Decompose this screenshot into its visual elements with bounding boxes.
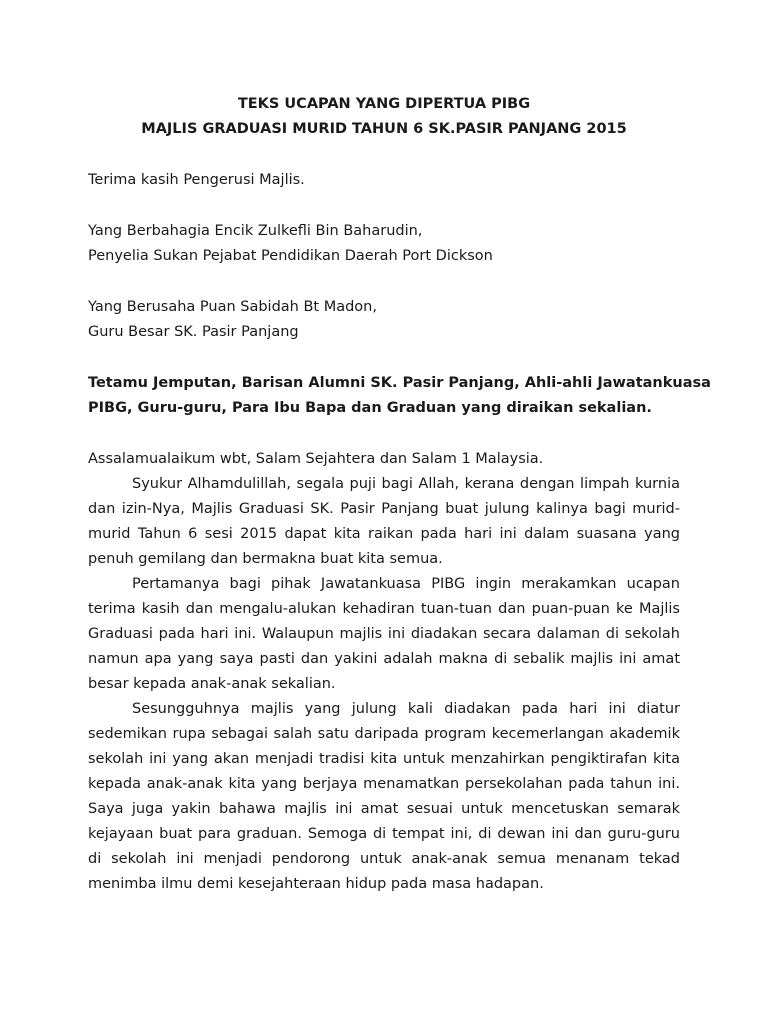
thanks-text: Terima kasih Pengerusi Majlis. [88,172,305,188]
thanks-chair [88,168,680,193]
greeting: Assalamualaikum wbt, Salam Sejahtera dan Salam 1 Malaysia. [88,451,544,467]
guest2-title: Guru Besar SK. Pasir Panjang [88,324,299,340]
guests-address [88,371,711,421]
title-line-1: TEKS UCAPAN YANG DIPERTUA PIBG [237,96,531,112]
guest-address-2 [88,295,680,345]
speech-document [88,92,711,897]
guests-line-1: Tetamu Jemputan, Barisan Alumni SK. Pasir Panjang, Ahli-ahli Jawatankuasa [88,375,711,391]
title-line-2: MAJLIS GRADUASI MURID TAHUN 6 SK.PASIR PANJANG 2015 [141,121,627,137]
body-paragraphs [88,472,680,897]
speech-body [88,447,680,897]
paragraph-3: Sesungguhnya majlis yang julung kali diadakan pada hari ini diatur sedemikan rupa sebagai salah satu daripada program kecemerlangan akademik sekolah ini yang akan menjadi tradisi kita untuk menzahirkan pengiktirafan kita kepada anak-anak kita yang berjaya menamatkan persekolahan pada tahun ini. Saya juga yakin bahawa majlis ini amat sesuai untuk mencetuskan semarak kejayaan buat para graduan. Semoga di tempat ini, di dewan ini dan guru-guru di sekolah ini menjadi pendorong untuk anak-anak semua menanam tekad menimba ilmu demi kesejahteraan hidup pada masa hadapan. [88,701,680,892]
guest1-name: Yang Berbahagia Encik Zulkefli Bin Baharudin, [88,223,423,239]
guest-address-1 [88,219,680,269]
guest1-title: Penyelia Sukan Pejabat Pendidikan Daerah Port Dickson [88,248,493,264]
paragraph-2: Pertamanya bagi pihak Jawatankuasa PIBG ingin merakamkan ucapan terima kasih dan mengalu-alukan kehadiran tuan-tuan dan puan-puan ke Majlis Graduasi pada hari ini. Walaupun majlis ini diadakan secara dalaman di sekolah namun apa yang saya pasti dan yakini adalah makna di sebalik majlis ini amat besar kepada anak-anak sekalian. [88,576,680,692]
document-title [88,92,680,142]
paragraph-1: Syukur Alhamdulillah, segala puji bagi Allah, kerana dengan limpah kurnia dan izin-Nya, Majlis Graduasi SK. Pasir Panjang buat julung kalinya bagi murid-murid Tahun 6 sesi 2015 dapat kita raikan pada hari ini dalam suasana yang penuh gemilang dan bermakna buat kita semua. [88,476,680,567]
guest2-name: Yang Berusaha Puan Sabidah Bt Madon, [88,299,377,315]
guests-line-2: PIBG, Guru-guru, Para Ibu Bapa dan Graduan yang diraikan sekalian. [88,400,652,416]
